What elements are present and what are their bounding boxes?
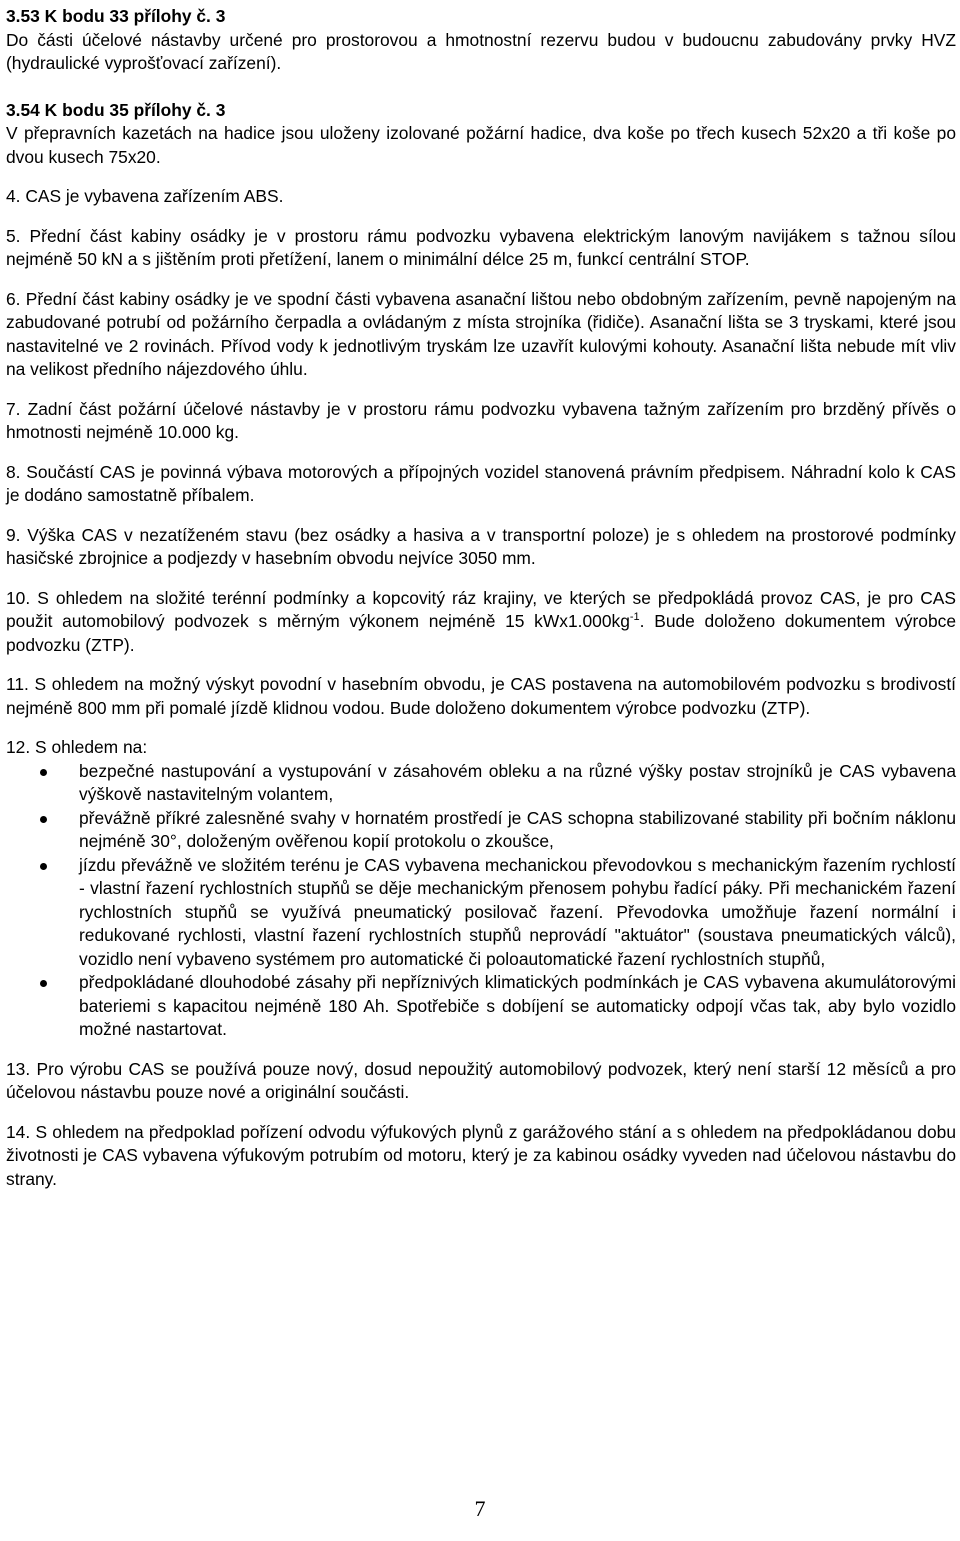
section-3-54-text: V přepravních kazetách na hadice jsou uloženy izolované požární hadice, dva koše po třech kusech 52x20 a tři koše po dvou kusech 75x20. (6, 123, 956, 167)
list-item: bezpečné nastupování a vystupování v zásahovém obleku a na různé výšky postav strojníků je CAS vybavena výškově nastavitelným volantem, (6, 760, 956, 807)
section-3-53-heading: 3.53 K bodu 33 přílohy č. 3 (6, 6, 226, 26)
paragraph-4: 4. CAS je vybavena zařízením ABS. (6, 186, 284, 206)
bullet-icon (40, 816, 47, 823)
bullet-icon (40, 769, 47, 776)
paragraph-13: 13. Pro výrobu CAS se používá pouze nový, dosud nepoužitý automobilový podvozek, který není starší 12 měsíců a pro účelovou nástavbu pouze nové a originální součásti. (6, 1058, 956, 1102)
paragraph-10-text: 10. S ohledem na složité terénní podmínky a kopcovitý ráz krajiny, ve kterých se předpokládá provoz CAS, je pro CAS použit automobilový podvozek s měrným výkonem nejméně 15 kWx1.000kg (6, 587, 956, 631)
page-number: 7 (474, 1496, 486, 1521)
section-3-53-text: Do části účelové nástavby určené pro prostorovou a hmotnostní rezervu budou v budoucnu zabudovány prvky HVZ (hydraulické vyprošťovací zařízení). (6, 29, 956, 73)
paragraph-9: 9. Výška CAS v nezatíženém stavu (bez osádky a hasiva a v transportní poloze) je s ohledem na prostorové podmínky hasičské zbrojnice a podjezdy v hasebním obvodu nejvíce 3050 mm. (6, 524, 956, 568)
document-page (6, 5, 956, 1191)
paragraph-14: 14. S ohledem na předpoklad pořízení odvodu výfukových plynů z garážového stání a s ohledem na předpokládanou dobu životnosti je CAS vybavena výfukovým potrubím od motoru, který je za kabinou osádky vyveden nad účelovou nástavbu do strany. (6, 1121, 956, 1189)
paragraph-7: 7. Zadní část požární účelové nástavby je v prostoru rámu podvozku vybavena tažným zařízením pro brzděný přívěs o hmotnosti nejméně 10.000 kg. (6, 398, 956, 442)
paragraph-8: 8. Součástí CAS je povinná výbava motorových a přípojných vozidel stanovená právním předpisem. Náhradní kolo k CAS je dodáno samostatně příbalem. (6, 461, 956, 505)
section-3-54-heading: 3.54 K bodu 35 přílohy č. 3 (6, 99, 226, 120)
list-item: jízdu převážně ve složitém terénu je CAS vybavena mechanickou převodovkou s mechanickým řazením rychlostí - vlastní řazení rychlostních stupňů se děje mechanickým přenosem pohybu řadící páky. Při mechanickém řazení rychlostních stupňů se využívá pneumatický posilovač řazení. Převodovka umožňuje řazení normální i redukované rychlosti, vlastní řazení rychlostních stupňů neprovádí "aktuátor" (soustava pneumatických válců), vozidlo není vybaveno systémem pro automatické či poloautomatické řazení rychlostních stupňů, (6, 854, 956, 972)
paragraph-12-intro: 12. S ohledem na: (6, 737, 148, 757)
paragraph-10-text-end: . Bude doloženo dokumentem výrobce podvozku (ZTP). (6, 611, 956, 655)
paragraph-12-list (6, 760, 956, 1042)
bullet-icon (40, 863, 47, 870)
list-item: převážně příkré zalesněné svahy v hornatém prostředí je CAS schopna stabilizované stability při bočním náklonu nejméně 30°, doloženým ověřenou kopií protokolu o zkoušce, (6, 807, 956, 854)
bullet-icon (40, 980, 47, 987)
paragraph-10 (6, 587, 956, 658)
paragraph-10-superscript: -1 (629, 611, 640, 623)
list-item: předpokládané dlouhodobé zásahy při nepříznivých klimatických podmínkách je CAS vybavena akumulátorovými bateriemi s kapacitou nejméně 180 Ah. Spotřebiče s dobíjení se automaticky odpojí včas tak, aby bylo vozidlo možné nastartovat. (6, 971, 956, 1042)
paragraph-11: 11. S ohledem na možný výskyt povodní v hasebním obvodu, je CAS postavena na automobilovém podvozku s brodivostí nejméně 800 mm při pomalé jízdě klidnou vodou. Bude doloženo dokumentem výrobce podvozku (ZTP). (6, 674, 956, 718)
paragraph-5: 5. Přední část kabiny osádky je v prostoru rámu podvozku vybavena elektrickým lanovým navijákem s tažnou sílou nejméně 50 kN a s jištěním proti přetížení, lanem o minimální délce 25 m, funkcí centrální STOP. (6, 225, 956, 269)
paragraph-6: 6. Přední část kabiny osádky je ve spodní části vybavena asanační lištou nebo obdobným zařízením, pevně napojeným na zabudované potrubí od požárního čerpadla a ovládaným z místa strojníka (řidiče). Asanační lišta se 3 tryskami, které jsou nastavitelné ve 2 rovinách. Přívod vody k jednotlivým tryskám lze uzavřít kulovými kohouty. Asanační lišta nebude mít vliv na velikost předního nájezdového úhlu. (6, 288, 956, 379)
